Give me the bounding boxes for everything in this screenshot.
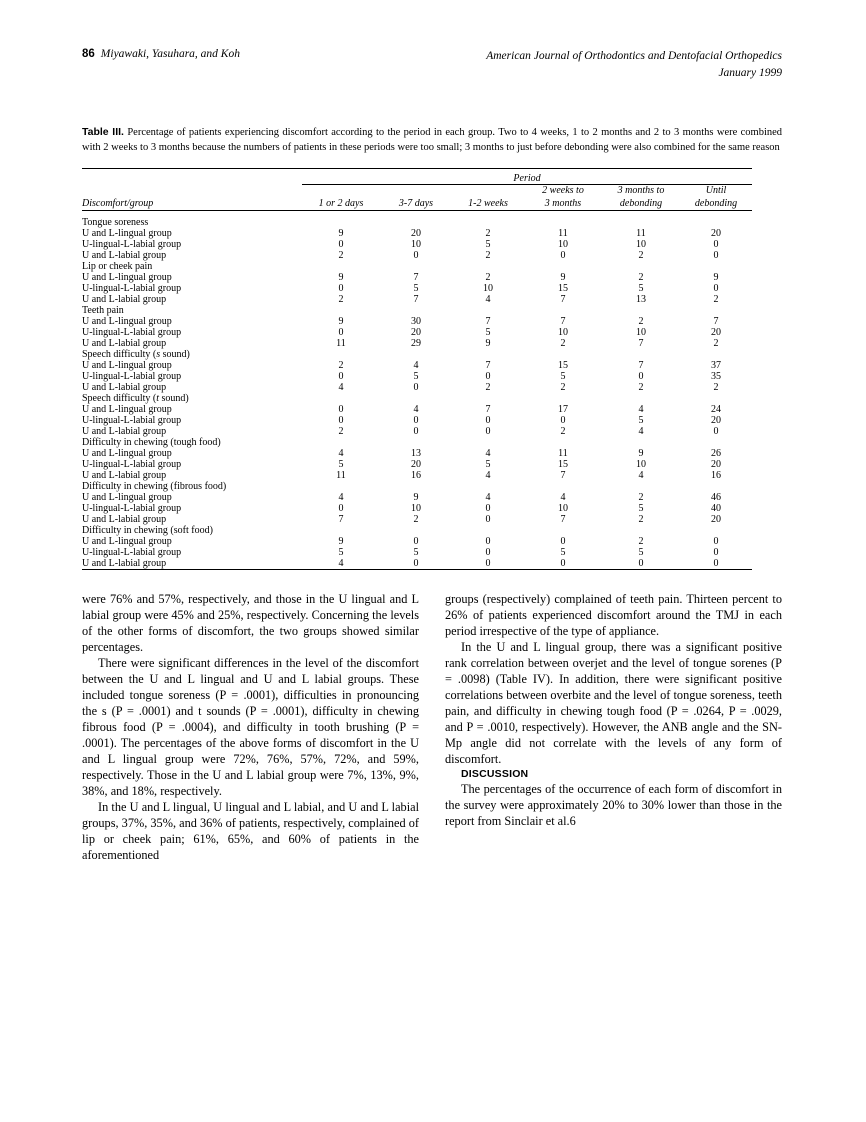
cell: 10	[411, 239, 421, 251]
cell: 0	[485, 514, 491, 526]
row-label: U-lingual-L-labial group	[82, 459, 182, 471]
cell: 7	[485, 316, 491, 328]
cell: 0	[413, 415, 419, 427]
cell: 9	[560, 272, 566, 284]
cell: 7	[413, 272, 419, 284]
cell: 4	[338, 382, 344, 394]
paragraph: There were significant differences in the level of the discomfort between the U and L lingual and U and L labial groups. These included tongue soreness (P = .0001), difficulties in pronouncing the s (P = .0001) and t sounds (P = .0001), difficulty in chewing fibrous food (P = .0004), and difficulty in tooth brushing (P = .0001). The percentages of the above forms of discomfort in the U and L lingual group were 72%, 76%, 57%, 72%, and 59%, respectively. Those in the U and L labial group were 7%, 13%, 9%, 38%, and 18%, respectively.	[82, 656, 419, 798]
group-label-teeth-pain: Teeth pain	[82, 305, 124, 317]
cell: 15	[558, 283, 568, 295]
group-label-speech-difficulty-s	[82, 349, 302, 360]
group-label-tail: sound)	[160, 349, 190, 361]
row-label: U and L-labial group	[82, 382, 167, 394]
cell: 0	[452, 558, 524, 570]
body-column-right	[445, 592, 782, 864]
cell: 2	[638, 382, 644, 394]
cell: 30	[411, 316, 421, 328]
cell: 0	[338, 503, 344, 515]
table-group-header-row	[82, 349, 752, 360]
col-header-2-weeks-to-3-months: 2 weeks to 3 months	[524, 185, 602, 211]
row-label: U and L-labial group	[82, 470, 167, 482]
col-header-1-2-weeks: 1-2 weeks	[452, 185, 524, 211]
cell: 29	[411, 338, 421, 350]
row-label: U and L-labial group	[82, 558, 302, 570]
cell: 4	[485, 294, 491, 306]
cell: 11	[336, 338, 346, 350]
cell: 5	[560, 371, 566, 383]
table-row	[82, 338, 752, 349]
cell: 2	[338, 294, 344, 306]
col-header-3-months-to-debonding: 3 months to debonding	[602, 185, 680, 211]
running-head	[82, 48, 782, 81]
cell: 4	[485, 492, 491, 504]
row-label: U and L-labial group	[82, 250, 167, 262]
table-group-header-row	[82, 217, 752, 228]
cell: 4	[638, 404, 644, 416]
cell: 10	[411, 503, 421, 515]
cell: 2	[485, 272, 491, 284]
row-label: U-lingual-L-labial group	[82, 283, 182, 295]
cell: 9	[338, 272, 344, 284]
cell: 20	[711, 327, 721, 339]
cell: 0	[713, 283, 719, 295]
cell: 0	[338, 283, 344, 295]
table-row	[82, 404, 752, 415]
cell: 4	[338, 492, 344, 504]
cell: 5	[413, 547, 419, 559]
cell: 40	[711, 503, 721, 515]
cell: 4	[638, 470, 644, 482]
cell: 2	[413, 514, 419, 526]
cell: 0	[380, 558, 452, 570]
section-heading-discussion: DISCUSSION	[461, 767, 529, 780]
cell: 0	[413, 382, 419, 394]
cell: 0	[338, 327, 344, 339]
cell: 7	[560, 294, 566, 306]
group-label-italic: s	[156, 349, 161, 361]
cell: 7	[638, 338, 644, 350]
cell: 2	[338, 360, 344, 372]
group-label-lip-or-cheek-pain: Lip or cheek pain	[82, 261, 153, 273]
table-row	[82, 492, 752, 503]
table-row	[82, 382, 752, 393]
cell: 0	[680, 558, 752, 570]
table-head	[82, 169, 752, 211]
col-header-until-debonding: Until debonding	[680, 185, 752, 211]
cell: 0	[713, 547, 719, 559]
cell: 20	[411, 327, 421, 339]
period-header: Period	[302, 173, 752, 185]
cell: 4	[638, 426, 644, 438]
cell: 4	[485, 470, 491, 482]
cell: 7	[485, 404, 491, 416]
cell: 0	[713, 426, 719, 438]
table-row	[82, 514, 752, 525]
cell: 9	[338, 316, 344, 328]
cell: 5	[413, 283, 419, 295]
page-number: 86	[82, 48, 95, 60]
cell: 0	[524, 558, 602, 570]
row-label: U and L-lingual group	[82, 492, 172, 504]
cell: 7	[485, 360, 491, 372]
cell: 7	[560, 316, 566, 328]
body-column-left	[82, 592, 419, 864]
cell: 15	[558, 360, 568, 372]
cell: 15	[558, 459, 568, 471]
row-label: U-lingual-L-labial group	[82, 239, 182, 251]
cell: 9	[638, 448, 644, 460]
cell: 0	[338, 239, 344, 251]
cell: 5	[638, 547, 644, 559]
cell: 2	[638, 316, 644, 328]
cell: 17	[558, 404, 568, 416]
paragraph: groups (respectively) complained of teeth pain. Thirteen percent to 26% of patients experienced discomfort around the TMJ in each period irrespective of the type of appliance.	[445, 592, 782, 639]
cell: 4	[338, 448, 344, 460]
table-row	[82, 327, 752, 338]
table-row	[82, 558, 752, 570]
row-label: U and L-labial group	[82, 514, 167, 526]
row-label: U and L-labial group	[82, 338, 167, 350]
cell: 10	[483, 283, 493, 295]
cell: 11	[336, 470, 346, 482]
journal-title: American Journal of Orthodontics and Dentofacial Orthopedics	[486, 50, 782, 62]
table-row	[82, 470, 752, 481]
cell: 0	[560, 536, 566, 548]
cell: 2	[713, 294, 719, 306]
cell: 10	[558, 239, 568, 251]
cell: 2	[338, 426, 344, 438]
table-row	[82, 294, 752, 305]
table-group-header-row	[82, 437, 752, 448]
row-label: U and L-lingual group	[82, 272, 172, 284]
cell: 4	[485, 448, 491, 460]
cell: 0	[713, 250, 719, 262]
row-label: U and L-labial group	[82, 426, 167, 438]
table-row	[82, 360, 752, 371]
table-period-row	[82, 173, 752, 185]
cell: 5	[485, 459, 491, 471]
cell: 0	[485, 426, 491, 438]
cell: 2	[485, 382, 491, 394]
table-row	[82, 250, 752, 261]
group-label-text: Speech difficulty (	[82, 349, 157, 361]
cell: 5	[485, 327, 491, 339]
cell: 0	[338, 371, 344, 383]
cell: 4	[413, 360, 419, 372]
cell: 24	[711, 404, 721, 416]
cell: 5	[560, 547, 566, 559]
cell: 11	[636, 228, 646, 240]
cell: 9	[338, 228, 344, 240]
cell: 20	[411, 459, 421, 471]
cell: 37	[711, 360, 721, 372]
cell: 20	[711, 228, 721, 240]
table-row	[82, 283, 752, 294]
row-label: U and L-lingual group	[82, 360, 172, 372]
cell: 10	[636, 327, 646, 339]
cell: 5	[485, 239, 491, 251]
cell: 0	[338, 415, 344, 427]
discomfort-table	[82, 168, 752, 570]
paragraph: The percentages of the occurrence of each form of discomfort in the survey were approximately 20% to 30% lower than those in the report from Sinclair et al.6	[445, 781, 782, 828]
table-row	[82, 459, 752, 470]
cell: 4	[413, 404, 419, 416]
cell: 7	[560, 514, 566, 526]
col-header-3-7-days: 3-7 days	[380, 185, 452, 211]
row-label: U and L-lingual group	[82, 228, 172, 240]
table-label: Table III.	[82, 126, 124, 139]
table-row	[82, 448, 752, 459]
cell: 0	[560, 415, 566, 427]
group-label-chewing-tough-food: Difficulty in chewing (tough food)	[82, 437, 221, 449]
table-caption	[82, 125, 782, 156]
cell: 2	[485, 250, 491, 262]
table-row	[82, 228, 752, 239]
cell: 9	[713, 272, 719, 284]
row-label: U and L-labial group	[82, 294, 167, 306]
cell: 4	[302, 558, 380, 570]
cell: 2	[485, 228, 491, 240]
cell: 0	[602, 558, 680, 570]
cell: 0	[485, 536, 491, 548]
cell: 20	[711, 459, 721, 471]
cell: 4	[560, 492, 566, 504]
page-content	[82, 48, 782, 864]
table-group-header-row	[82, 261, 752, 272]
cell: 7	[638, 360, 644, 372]
row-label: U-lingual-L-labial group	[82, 415, 182, 427]
table-row	[82, 316, 752, 327]
table-row	[82, 272, 752, 283]
cell: 2	[560, 338, 566, 350]
cell: 2	[638, 250, 644, 262]
cell: 9	[413, 492, 419, 504]
cell: 5	[638, 503, 644, 515]
cell: 16	[711, 470, 721, 482]
table-column-headers	[82, 185, 752, 211]
cell: 0	[713, 239, 719, 251]
table-row	[82, 415, 752, 426]
col-header-1-or-2-days: 1 or 2 days	[302, 185, 380, 211]
cell: 0	[485, 547, 491, 559]
cell: 0	[638, 371, 644, 383]
cell: 5	[413, 371, 419, 383]
group-label-tail: sound)	[159, 393, 189, 405]
running-head-right	[486, 48, 782, 81]
cell: 10	[636, 239, 646, 251]
cell: 2	[638, 514, 644, 526]
table-row	[82, 426, 752, 437]
cell: 2	[338, 250, 344, 262]
row-label: U-lingual-L-labial group	[82, 547, 182, 559]
journal-issue: January 1999	[718, 66, 782, 79]
group-label-chewing-soft-food: Difficulty in chewing (soft food)	[82, 525, 213, 537]
cell: 5	[338, 459, 344, 471]
cell: 5	[638, 415, 644, 427]
group-label-text: Speech difficulty (	[82, 393, 157, 405]
cell: 5	[638, 283, 644, 295]
cell: 7	[338, 514, 344, 526]
paragraph: were 76% and 57%, respectively, and those in the U lingual and L labial group were 45% and 25%, respectively. Concerning the levels of the other forms of discomfort, the two groups showed similar percentages.	[82, 592, 419, 655]
row-label: U and L-lingual group	[82, 316, 172, 328]
cell: 11	[558, 448, 568, 460]
table-row	[82, 547, 752, 558]
cell: 0	[413, 250, 419, 262]
table-body	[82, 211, 752, 570]
cell: 0	[713, 536, 719, 548]
cell: 2	[560, 382, 566, 394]
cell: 11	[558, 228, 568, 240]
col-header-discomfort-group: Discomfort/group	[82, 185, 302, 211]
running-head-left	[82, 48, 240, 60]
cell: 35	[711, 371, 721, 383]
row-label: U-lingual-L-labial group	[82, 327, 182, 339]
table-row	[82, 371, 752, 382]
cell: 7	[413, 294, 419, 306]
cell: 10	[558, 503, 568, 515]
group-label-chewing-fibrous-food: Difficulty in chewing (fibrous food)	[82, 481, 227, 493]
cell: 20	[711, 514, 721, 526]
running-head-authors: Miyawaki, Yasuhara, and Koh	[100, 48, 240, 60]
cell: 20	[411, 228, 421, 240]
cell: 9	[338, 536, 344, 548]
cell: 13	[411, 448, 421, 460]
cell: 2	[638, 492, 644, 504]
row-label: U and L-lingual group	[82, 404, 172, 416]
cell: 26	[711, 448, 721, 460]
cell: 0	[413, 426, 419, 438]
cell: 7	[713, 316, 719, 328]
cell: 2	[560, 426, 566, 438]
cell: 0	[560, 250, 566, 262]
table-group-header-row	[82, 305, 752, 316]
cell: 0	[485, 503, 491, 515]
cell: 10	[558, 327, 568, 339]
table-row	[82, 503, 752, 514]
group-label-tongue-soreness: Tongue soreness	[82, 217, 149, 229]
cell: 5	[338, 547, 344, 559]
table-group-header-row	[82, 393, 752, 404]
table-row	[82, 239, 752, 250]
cell: 20	[711, 415, 721, 427]
cell: 0	[338, 404, 344, 416]
cell: 0	[413, 536, 419, 548]
cell: 46	[711, 492, 721, 504]
group-label-speech-difficulty-t	[82, 393, 302, 404]
cell: 10	[636, 459, 646, 471]
article-body	[82, 592, 782, 864]
cell: 13	[636, 294, 646, 306]
cell: 2	[638, 272, 644, 284]
cell: 0	[485, 371, 491, 383]
row-label: U-lingual-L-labial group	[82, 503, 182, 515]
table-group-header-row	[82, 525, 752, 536]
table-row	[82, 536, 752, 547]
cell: 2	[638, 536, 644, 548]
row-label: U and L-lingual group	[82, 536, 172, 548]
cell: 7	[560, 470, 566, 482]
paragraph: In the U and L lingual, U lingual and L labial, and U and L labial groups, 37%, 35%, and 36% of patients, respectively, complained of lip or cheek pain; 61%, 65%, and 60% of patients in the aforementioned	[82, 799, 419, 862]
cell: 9	[485, 338, 491, 350]
paragraph: In the U and L lingual group, there was a significant positive rank correlation between overjet and the level of tongue sorenes (P = .0098) (Table IV). In addition, there were significant positive correlations between overbite and the level of tongue soreness, teeth pain, and difficulty in chewing tough food (P = .0264, P = .0029, and P = .0010, respectively). However, the ANB angle and the SN-Mp angle did not correlate with the levels of any form of discomfort.	[445, 640, 782, 766]
cell: 16	[411, 470, 421, 482]
group-label-italic: t	[156, 393, 160, 405]
cell: 2	[713, 338, 719, 350]
row-label: U and L-lingual group	[82, 448, 172, 460]
table-caption-text: Percentage of patients experiencing discomfort according to the period in each group. Two to 4 weeks, 1 to 2 months and 2 to 3 months were combined with 2 weeks to 3 months because the numbers of patients in these periods were too small; 3 months to just before debonding were also combined for the same reason	[82, 127, 783, 154]
cell: 2	[713, 382, 719, 394]
table-group-header-row	[82, 481, 752, 492]
row-label: U-lingual-L-labial group	[82, 371, 182, 383]
cell: 0	[485, 415, 491, 427]
